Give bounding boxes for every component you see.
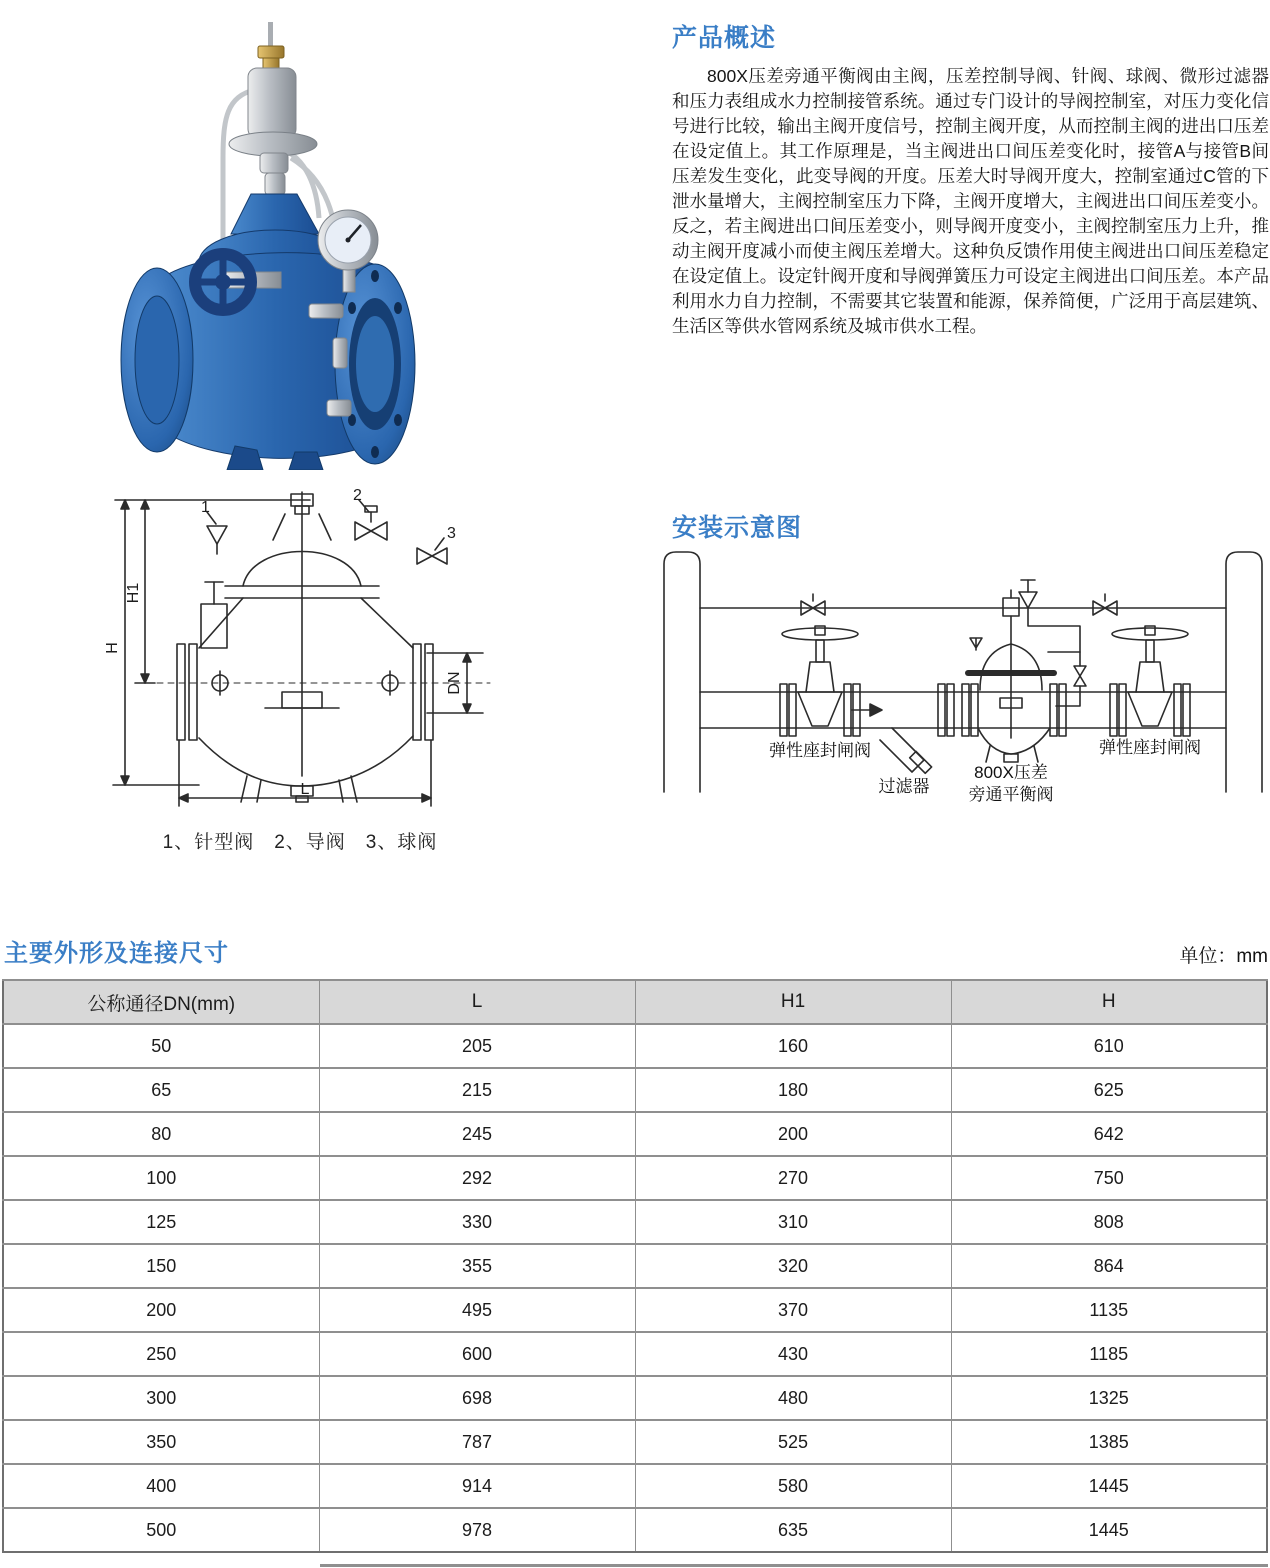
table-cell: 914 (319, 1464, 635, 1508)
pilot-stem (268, 22, 273, 48)
dimensions-title: 主要外形及连接尺寸 (4, 940, 229, 967)
table-cell: 495 (319, 1288, 635, 1332)
table-cell: 500 (3, 1508, 319, 1552)
pilot-flange (229, 132, 317, 156)
column-header: 公称通径DN(mm) (3, 980, 319, 1024)
table-cell: 355 (319, 1244, 635, 1288)
table-cell: 787 (319, 1420, 635, 1464)
table-cell: 698 (319, 1376, 635, 1420)
table-cell: 292 (319, 1156, 635, 1200)
table-row (3, 1068, 1267, 1112)
table-body (3, 1024, 1267, 1552)
table-cell: 150 (3, 1244, 319, 1288)
brass-fitting (258, 46, 284, 68)
left-riser (664, 552, 700, 792)
table-continuation-line (320, 1564, 1268, 1567)
table-cell: 270 (635, 1156, 951, 1200)
table-cell: 300 (3, 1376, 319, 1420)
right-gate-valve (1110, 626, 1190, 736)
table-cell: 50 (3, 1024, 319, 1068)
table-cell: 635 (635, 1508, 951, 1552)
table-cell: 250 (3, 1332, 319, 1376)
dimensions-table-wrap (2, 979, 1268, 1553)
table-cell: 80 (3, 1112, 319, 1156)
table-cell: 525 (635, 1420, 951, 1464)
overview-section (672, 18, 1269, 339)
installation-title: 安装示意图 (672, 514, 803, 542)
left-flange (121, 268, 193, 452)
strainer (852, 704, 932, 773)
table-cell: 180 (635, 1068, 951, 1112)
drawing-caption: 1、针型阀 2、导阀 3、球阀 (162, 832, 438, 853)
table-row (3, 1112, 1267, 1156)
column-header: H (951, 980, 1267, 1024)
table-cell: 978 (319, 1508, 635, 1552)
table-cell: 100 (3, 1156, 319, 1200)
column-header: L (319, 980, 635, 1024)
table-cell: 320 (635, 1244, 951, 1288)
table-cell: 808 (951, 1200, 1267, 1244)
table-cell: 1325 (951, 1376, 1267, 1420)
table-head (3, 980, 1267, 1024)
table-cell: 200 (3, 1288, 319, 1332)
table-cell: 430 (635, 1332, 951, 1376)
label-strainer: 过滤器 (878, 777, 930, 796)
table-cell: 160 (635, 1024, 951, 1068)
table-cell: 125 (3, 1200, 319, 1244)
table-row (3, 1200, 1267, 1244)
table-row (3, 1420, 1267, 1464)
table-row (3, 1332, 1267, 1376)
valve-photo-illustration (95, 8, 550, 470)
dimension-drawing (95, 478, 505, 824)
pilot-actuator (248, 68, 296, 138)
table-cell: 310 (635, 1200, 951, 1244)
table-cell: 400 (3, 1464, 319, 1508)
callout-2: 2 (353, 487, 362, 504)
label-main-valve-line1: 800X压差 (974, 763, 1048, 782)
dim-label-h1: H1 (125, 582, 142, 604)
table-cell: 370 (635, 1288, 951, 1332)
bonnet-cone (231, 194, 319, 234)
dim-label-h: H (104, 642, 121, 654)
table-row (3, 1156, 1267, 1200)
main-valve (962, 590, 1086, 762)
label-left-gate-valve: 弹性座封闸阀 (769, 741, 871, 760)
dim-label-dn: DN (446, 671, 463, 695)
callout-3: 3 (447, 525, 456, 542)
table-row (3, 1508, 1267, 1552)
table-row (3, 1464, 1267, 1508)
table-cell: 610 (951, 1024, 1267, 1068)
dimensions-table (2, 979, 1268, 1553)
table-cell: 330 (319, 1200, 635, 1244)
table-cell: 205 (319, 1024, 635, 1068)
installation-diagram (656, 540, 1270, 806)
dim-label-l: L (300, 781, 310, 798)
table-cell: 480 (635, 1376, 951, 1420)
left-gate-valve (780, 626, 860, 736)
table-row (3, 1288, 1267, 1332)
pilot-linkage (260, 153, 288, 195)
table-cell: 200 (635, 1112, 951, 1156)
table-cell: 215 (319, 1068, 635, 1112)
table-cell: 350 (3, 1420, 319, 1464)
table-cell: 245 (319, 1112, 635, 1156)
label-main-valve-line2: 旁通平衡阀 (968, 785, 1054, 804)
table-cell: 1185 (951, 1332, 1267, 1376)
unit-label: 单位：mm (1179, 946, 1268, 967)
callout-1: 1 (201, 499, 210, 516)
column-header: H1 (635, 980, 951, 1024)
table-cell: 1135 (951, 1288, 1267, 1332)
table-row (3, 1244, 1267, 1288)
table-cell: 1445 (951, 1464, 1267, 1508)
table-row (3, 1376, 1267, 1420)
overview-body: 800X压差旁通平衡阀由主阀，压差控制导阀、针阀、球阀、微形过滤器和压力表组成水力控制接管系统。通过专门设计的导阀控制室，对压力变化信号进行比较，输出主阀开度信号，控制主阀开度，从而控制主阀的进出口压差在设定值上。其工作原理是，当主阀进出口间压差变化时，接管A与接管B间压差发生变化，此变导阀的开度。压差大时导阀开度大，控制室通过C管的下泄水量增大，主阀控制室压力下降，主阀开度增大，主阀进出口间压差变小。反之，若主阀进出口间压差变小，则导阀开度变小，主阀控制室压力上升，推动主阀开度减小而使主阀压差增大。这种负反馈作用使主阀进出口间压差稳定在设定值上。设定针阀开度和导阀弹簧压力可设定主阀进出口间压差。本产品利用水力自力控制，不需要其它装置和能源，保养简便，广泛用于高层建筑、生活区等供水管网系统及城市供水工程。 (672, 66, 1269, 336)
table-cell: 600 (319, 1332, 635, 1376)
table-cell: 642 (951, 1112, 1267, 1156)
table-cell: 750 (951, 1156, 1267, 1200)
product-photo (95, 8, 550, 475)
table-cell: 625 (951, 1068, 1267, 1112)
table-cell: 580 (635, 1464, 951, 1508)
overview-title: 产品概述 (672, 24, 777, 52)
right-riser (1226, 552, 1262, 792)
table-row (3, 1024, 1267, 1068)
table-cell: 1385 (951, 1420, 1267, 1464)
table-cell: 864 (951, 1244, 1267, 1288)
table-cell: 1445 (951, 1508, 1267, 1552)
header-row (3, 980, 1267, 1024)
label-right-gate-valve: 弹性座封闸阀 (1099, 738, 1201, 757)
table-cell: 65 (3, 1068, 319, 1112)
